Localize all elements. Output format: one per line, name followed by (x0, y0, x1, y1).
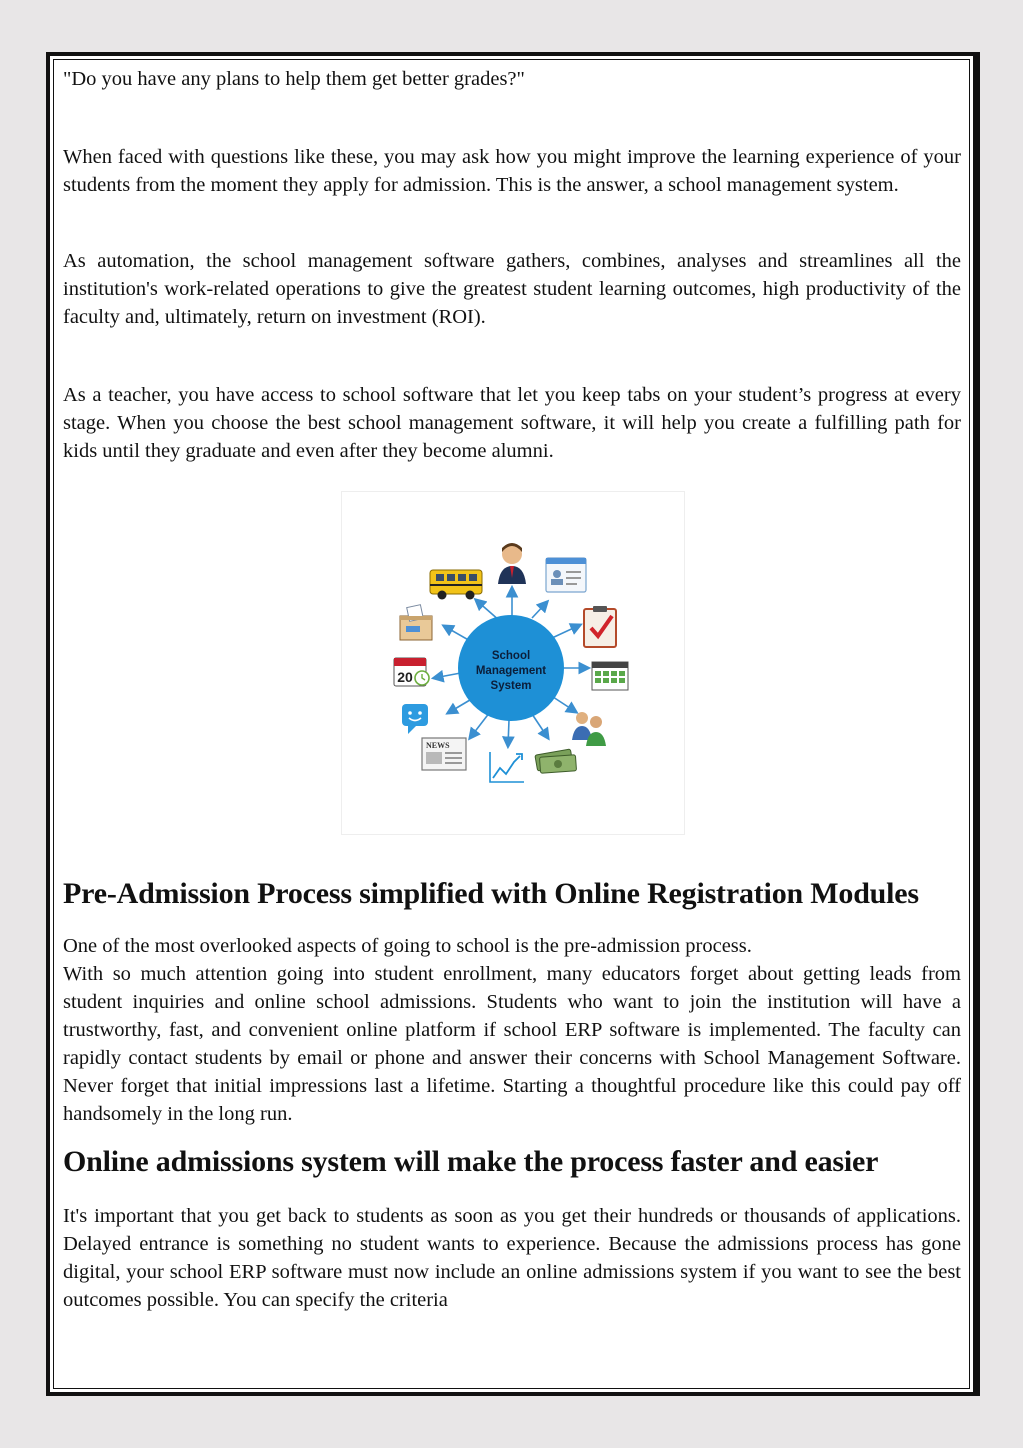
profile-card-icon (546, 558, 586, 592)
calendar-date-icon (394, 658, 429, 686)
hub-label-1: School (491, 650, 531, 662)
hub-label-3: System (490, 680, 532, 692)
section1-first-line: One of the most overlooked aspects of going to school is the pre-admission process. (63, 935, 752, 957)
ballot-box-icon (400, 605, 432, 640)
calendar-grid-icon (592, 662, 628, 690)
paragraph-intro: When faced with questions like these, you may ask how you might improve the learning experience of your students from the moment they apply for admission. This is the answer, a school management system. (63, 146, 961, 196)
paragraph-teacher: As a teacher, you have access to school software that let you keep tabs on your student’s progress at every stage. When you choose the best school management software, it will help you create a fulfilling path for kids until they graduate and even after they become alumni. (63, 384, 961, 462)
calendar-number: 20 (397, 669, 413, 685)
school-bus-icon (430, 570, 482, 600)
paragraph-automation: As automation, the school management software gathers, combines, analyses and streamlines all the institution's work-related operations to give the greatest student learning outcomes, high productivity of the faculty and, ultimately, return on investment (ROI). (63, 250, 961, 328)
section2-body: It's important that you get back to students as soon as you get their hundreds or thousands of applications. Delayed entrance is something no student wants to experience. Because the admissions process has gone digital, your school ERP software must now include an online admissions system if you want to see the best outcomes possible. You can specify the criteria (63, 1205, 961, 1311)
news-label: NEWS (426, 741, 450, 750)
chat-bubble-icon (402, 704, 428, 734)
clipboard-checklist-icon (584, 606, 616, 647)
growth-chart-icon (490, 752, 524, 782)
money-stack-icon (535, 749, 577, 773)
newspaper-icon (422, 738, 466, 770)
people-group-icon (572, 712, 606, 746)
page-border (46, 52, 980, 1396)
section1-body: With so much attention going into student enrollment, many educators forget about getting leads from student inquiries and online school admissions. Students who want to join the institution will have a trustworthy, fast, and convenient online platform if school ERP software is implemented. The faculty can rapidly contact students by email or phone and answer their concerns with School Management Software. Never forget that initial impressions last a lifetime. Starting a thoughtful procedure like this could pay off handsomely in the long run. (63, 963, 961, 1125)
section-heading-online-admissions: Online admissions system will make the process faster and easier (63, 1145, 879, 1178)
quote-line: "Do you have any plans to help them get better grades?" (63, 68, 525, 90)
document-body (63, 65, 961, 1314)
hub-label-2: Management (475, 665, 547, 677)
school-management-diagram (341, 491, 685, 835)
section-heading-pre-admission: Pre-Admission Process simplified with Online Registration Modules (63, 877, 919, 910)
teacher-person-icon (498, 543, 526, 584)
